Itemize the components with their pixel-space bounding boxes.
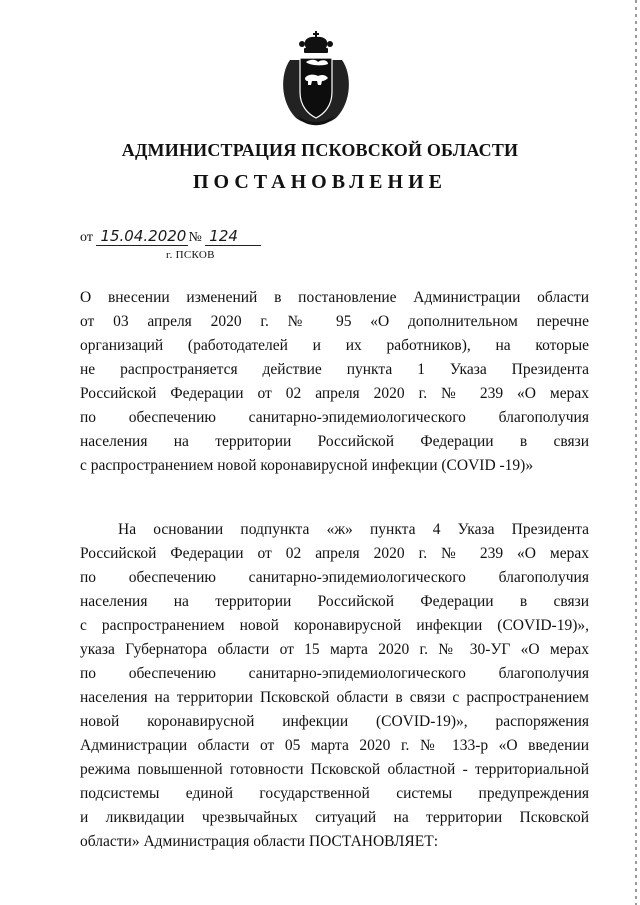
body-line: новой коронавирусной инфекции (COVID-19)», распоряжения [80,713,589,730]
organization-title: АДМИНИСТРАЦИЯ ПСКОВСКОЙ ОБЛАСТИ [121,140,519,160]
body-line: населения на территории Псковской области в связи с распространением [80,689,589,706]
scan-edge-artifact [635,0,637,905]
body-line: населения на территории Российской Федерации в связи [80,593,589,610]
title-line: Российской Федерации от 02 апреля 2020 г. № 239 «О мерах [80,385,589,402]
document-date-number [80,227,261,246]
number-prefix: № [188,230,202,245]
body-line: подсистемы единой государственной системы предупреждения [80,785,589,802]
pskov-coat-of-arms-icon [272,28,368,128]
body-line: режима повышенной готовности Псковской областной - территориальной [80,761,589,778]
body-line: и ликвидации чрезвычайных ситуаций на территории Псковской [80,809,589,826]
title-line: населения на территории Российской Федерации в связи [80,433,589,450]
title-line: не распространяется действие пункта 1 Указа Президента [80,361,589,378]
body-line: Администрации области от 05 марта 2020 г. № 133-р «О введении [80,737,589,754]
handwritten-date: 15.04.2020 [96,227,188,246]
body-line: по обеспечению санитарно-эпидемиологического благополучия [80,665,589,682]
title-line: с распространением новой коронавирусной инфекции (COVID -19)» [80,457,534,474]
body-line: Российской Федерации от 02 апреля 2020 г. № 239 «О мерах [80,545,589,562]
title-line: от 03 апреля 2020 г. № 95 «О дополнительном перечне [80,313,589,330]
handwritten-number: 124 [205,227,261,246]
date-prefix: от [80,230,93,245]
document-city: г. ПСКОВ [166,249,215,261]
title-line: организаций (работодателей и их работников), на которые [80,337,589,354]
document-type-heading: ПОСТАНОВЛЕНИЕ [193,171,447,193]
body-line: области» Администрация области ПОСТАНОВЛЯЕТ: [80,833,438,850]
title-line: О внесении изменений в постановление Администрации области [80,289,589,306]
body-line: На основании подпункта «ж» пункта 4 Указа Президента [118,521,589,538]
title-line: по обеспечению санитарно-эпидемиологического благополучия [80,409,589,426]
body-line: по обеспечению санитарно-эпидемиологического благополучия [80,569,589,586]
body-line: с распространением новой коронавирусной инфекции (COVID-19)», [80,617,589,634]
body-line: указа Губернатора области от 15 марта 2020 г. № 30-УГ «О мерах [80,641,589,658]
